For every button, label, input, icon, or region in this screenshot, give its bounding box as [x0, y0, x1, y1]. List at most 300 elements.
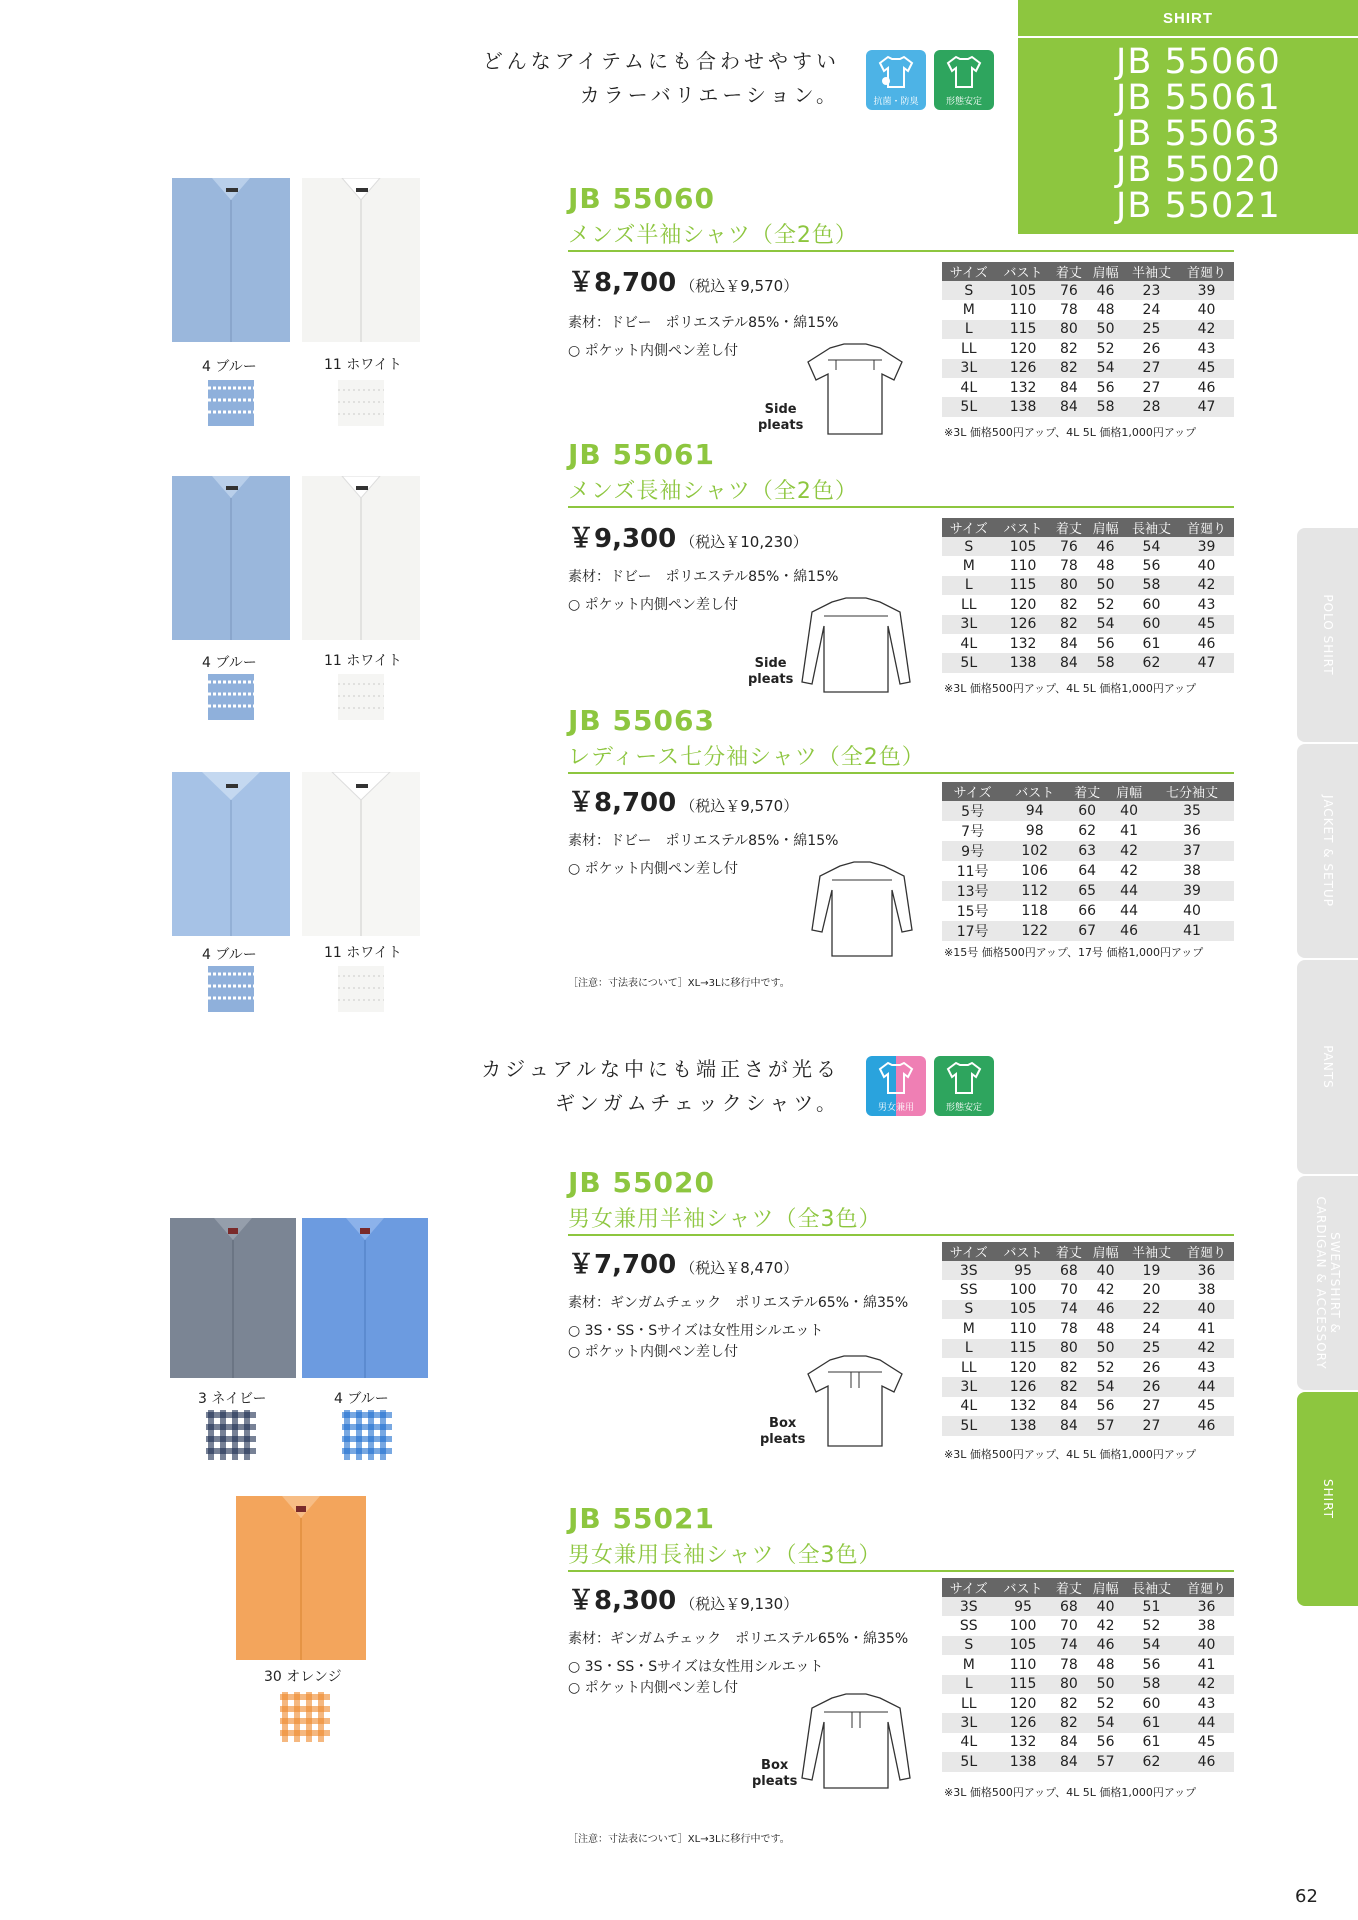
swatch-blue	[208, 674, 254, 720]
table-cell: 138	[996, 653, 1051, 672]
table-cell: 82	[1059, 340, 1078, 357]
table-cell: 39	[1150, 881, 1234, 901]
table-header: 肩幅	[1087, 518, 1124, 537]
color-label: 4 ブルー	[202, 359, 257, 375]
product-name: 男女兼用長袖シャツ（全3色）	[568, 1543, 882, 1568]
table-header: 長袖丈	[1124, 1578, 1179, 1597]
table-cell: 102	[1003, 841, 1066, 861]
table-cell: S	[942, 1636, 996, 1655]
badge-label: 抗菌・防臭	[873, 97, 919, 107]
table-cell: 106	[1021, 863, 1049, 879]
table-cell: 132	[1009, 1734, 1037, 1751]
table-cell: 56	[1096, 1398, 1115, 1415]
table-cell: 115	[996, 320, 1051, 339]
table-cell: 115	[996, 576, 1051, 595]
color-label: 11 ホワイト	[324, 653, 402, 669]
table-cell: 40	[1197, 302, 1216, 319]
product-code: JB 55061	[568, 438, 715, 471]
table-row	[942, 359, 1234, 378]
shape-stable-badge	[934, 1056, 994, 1116]
shirt-icon	[944, 55, 984, 89]
swatch-white	[338, 674, 384, 720]
table-cell: 45	[1197, 1398, 1216, 1415]
table-row	[942, 1713, 1234, 1732]
table-cell: 82	[1051, 1377, 1088, 1396]
product-price	[568, 262, 798, 299]
table-cell: 48	[1096, 302, 1115, 319]
table-cell: 82	[1051, 615, 1088, 634]
table-row	[942, 653, 1234, 672]
table-cell: 19	[1124, 1261, 1179, 1280]
shirt-photo-white	[302, 178, 420, 342]
table-cell: 37	[1150, 841, 1234, 861]
table-header: 肩幅	[1087, 1578, 1124, 1597]
table-cell: 46	[1087, 1300, 1124, 1319]
table-row	[942, 634, 1234, 653]
table-cell: 42	[1179, 320, 1234, 339]
table-cell: 38	[1197, 1282, 1216, 1299]
table-cell: 82	[1059, 1359, 1078, 1376]
table-cell: L	[942, 320, 996, 339]
shirt-photo-blue	[172, 772, 290, 936]
table-row	[942, 576, 1234, 595]
table-cell: 27	[1124, 1416, 1179, 1435]
pleats-line: pleats	[758, 418, 804, 433]
table-cell: 120	[1009, 340, 1037, 357]
table-cell: 42	[1179, 1339, 1234, 1358]
table-cell: 39	[1179, 281, 1234, 300]
table-cell: 43	[1197, 1359, 1216, 1376]
table-cell: 122	[1003, 921, 1066, 941]
table-cell: 100	[1009, 1618, 1037, 1635]
table-header: 首廻り	[1179, 262, 1234, 281]
color-label: 11 ホワイト	[324, 945, 402, 961]
table-cell: 54	[1124, 537, 1179, 556]
product-name: メンズ半袖シャツ（全2色）	[568, 223, 858, 248]
table-cell: 74	[1051, 1636, 1088, 1655]
table-header: 肩幅	[1108, 782, 1150, 801]
table-cell: 118	[1021, 903, 1049, 919]
divider	[568, 772, 1234, 774]
table-cell: 138	[996, 1752, 1051, 1771]
color-label: 30 オレンジ	[264, 1669, 342, 1685]
side-tab-label-line: CARDIGAN & ACCESSORY	[1313, 1196, 1328, 1370]
shape-stable-badge	[934, 50, 994, 110]
header-code: JB 55020	[1116, 150, 1281, 190]
caution-note: ［注意：寸法表について］XL→3Lに移行中です。	[568, 978, 790, 989]
table-row	[942, 1339, 1234, 1358]
product-material: 素材：ドビー ポリエステル85%・綿15%	[568, 833, 839, 849]
product-name: レディース七分袖シャツ（全2色）	[568, 745, 925, 770]
size-table	[942, 1242, 1234, 1436]
table-row	[942, 281, 1234, 300]
side-tab-jacket-setup[interactable]	[1297, 744, 1358, 958]
table-cell: 46	[1197, 379, 1216, 396]
table-cell: 110	[1009, 1656, 1037, 1673]
table-cell: 110	[1009, 1320, 1037, 1337]
swatch-white	[338, 380, 384, 426]
table-row	[942, 1752, 1234, 1771]
size-note: ※3L 価格500円アップ、4L 5L 価格1,000円アップ	[944, 1786, 1197, 1799]
table-cell: 63	[1066, 841, 1108, 861]
table-cell: 38	[1183, 863, 1201, 879]
shirt-photo-blue	[172, 476, 290, 640]
table-cell: 60	[1142, 596, 1161, 613]
table-cell: 5L	[942, 397, 996, 416]
table-row	[942, 320, 1234, 339]
size-table	[942, 782, 1234, 941]
pleats-label	[758, 402, 803, 434]
table-cell: S	[942, 281, 996, 300]
table-cell: 105	[996, 537, 1051, 556]
table-cell: 78	[1059, 302, 1078, 319]
table-header: サイズ	[942, 1242, 996, 1261]
table-cell: 60	[1124, 615, 1179, 634]
table-cell: 57	[1087, 1416, 1124, 1435]
table-cell: 62	[1078, 823, 1097, 839]
table-row	[942, 1655, 1234, 1674]
table-header: バスト	[1003, 782, 1066, 801]
size-table	[942, 1578, 1234, 1772]
size-table	[942, 262, 1234, 417]
table-cell: 23	[1124, 281, 1179, 300]
table-cell: 132	[1009, 1398, 1037, 1415]
table-cell: 15号	[956, 904, 989, 920]
table-cell: 67	[1066, 921, 1108, 941]
table-cell: 76	[1051, 537, 1088, 556]
table-cell: 50	[1087, 320, 1124, 339]
table-cell: 120	[1009, 596, 1037, 613]
table-header: 着丈	[1051, 518, 1088, 537]
table-cell: 61	[1142, 635, 1161, 652]
table-cell: 84	[1059, 1398, 1078, 1415]
table-cell: 56	[1096, 635, 1115, 652]
table-cell: 78	[1059, 1656, 1078, 1673]
product-code: JB 55063	[568, 704, 715, 737]
table-row	[942, 378, 1234, 397]
table-cell: 40	[1087, 1597, 1124, 1616]
table-row	[942, 1597, 1234, 1616]
table-cell: 74	[1051, 1300, 1088, 1319]
product-material: 素材：ギンガムチェック ポリエステル65%・綿35%	[568, 1295, 909, 1311]
table-cell: 84	[1051, 1416, 1088, 1435]
shirt-photo-white	[302, 772, 420, 936]
table-cell: 46	[1087, 281, 1124, 300]
product-material: 素材：ドビー ポリエステル85%・綿15%	[568, 315, 839, 331]
table-cell: L	[942, 1339, 996, 1358]
side-tab-label: JACKET & SETUP	[1320, 794, 1335, 908]
swatch-blue	[208, 966, 254, 1012]
table-header: 肩幅	[1087, 262, 1124, 281]
table-cell: 44	[1108, 881, 1150, 901]
table-row	[942, 1377, 1234, 1396]
shirt-photo-navy	[170, 1218, 296, 1378]
table-cell: 52	[1142, 1618, 1161, 1635]
table-cell: 82	[1059, 596, 1078, 613]
pleats-label	[752, 1758, 797, 1790]
table-cell: 46	[1179, 1752, 1234, 1771]
product-material: 素材：ドビー ポリエステル85%・綿15%	[568, 569, 839, 585]
table-cell: 54	[1124, 1636, 1179, 1655]
table-cell: 54	[1087, 615, 1124, 634]
table-header: 首廻り	[1179, 1242, 1234, 1261]
table-cell: 60	[1142, 1695, 1161, 1712]
table-cell: 80	[1051, 1339, 1088, 1358]
table-cell: SS	[959, 1618, 978, 1635]
shirt-back-drawing	[796, 1692, 916, 1792]
pleats-label	[748, 656, 793, 688]
table-cell: 43	[1197, 340, 1216, 357]
table-cell: 22	[1124, 1300, 1179, 1319]
table-cell: 41	[1197, 1320, 1216, 1337]
side-tab-pants[interactable]	[1297, 960, 1358, 1174]
table-cell: 25	[1124, 320, 1179, 339]
product-feature: ○ ポケット内側ペン差し付	[568, 597, 738, 613]
section1-tagline	[380, 44, 840, 112]
table-cell: 42	[1096, 1282, 1115, 1299]
page-number: 62	[1295, 1886, 1318, 1907]
swatch-blue-gingham	[342, 1410, 392, 1460]
table-cell: 126	[996, 1377, 1051, 1396]
table-cell: 56	[1096, 379, 1115, 396]
table-cell: 20	[1142, 1282, 1161, 1299]
table-cell: 54	[1087, 1713, 1124, 1732]
table-cell: 138	[996, 1416, 1051, 1435]
header-code-list	[1018, 38, 1358, 234]
table-cell: 54	[1087, 359, 1124, 378]
table-cell: 36	[1183, 823, 1201, 839]
table-cell: 4L	[960, 1734, 978, 1751]
side-tab-label	[1314, 1196, 1342, 1369]
product-feature: ○ ポケット内側ペン差し付	[568, 861, 738, 877]
table-cell: 98	[1025, 823, 1044, 839]
table-cell: 132	[1009, 635, 1037, 652]
product-feature: ○ 3S・SS・Sサイズは女性用シルエット	[568, 1659, 824, 1675]
table-cell: 42	[1120, 863, 1138, 879]
table-cell: 51	[1124, 1597, 1179, 1616]
table-cell: SS	[959, 1282, 978, 1299]
table-cell: 82	[1051, 359, 1088, 378]
table-cell: 44	[1120, 903, 1138, 919]
table-cell: 58	[1087, 397, 1124, 416]
table-row	[942, 339, 1234, 358]
product-code: JB 55060	[568, 182, 715, 215]
table-cell: LL	[960, 340, 977, 357]
table-cell: 84	[1059, 1734, 1078, 1751]
table-cell: 84	[1051, 1752, 1088, 1771]
price-tax: （税込￥8,470）	[680, 1259, 799, 1277]
size-table	[942, 518, 1234, 673]
table-cell: 105	[996, 1636, 1051, 1655]
shirt-back-drawing	[800, 340, 910, 440]
table-cell: 110	[1009, 558, 1037, 575]
pleats-label	[760, 1416, 805, 1448]
size-note: ※3L 価格500円アップ、4L 5L 価格1,000円アップ	[944, 1448, 1197, 1461]
table-cell: 126	[996, 359, 1051, 378]
table-row	[942, 901, 1234, 921]
table-header: サイズ	[942, 1578, 996, 1597]
table-cell: 42	[1096, 1618, 1115, 1635]
table-cell: 39	[1179, 537, 1234, 556]
table-cell: 56	[1096, 1734, 1115, 1751]
table-cell: 47	[1179, 653, 1234, 672]
table-cell: 70	[1059, 1618, 1078, 1635]
table-cell: 50	[1087, 1675, 1124, 1694]
table-row	[942, 1675, 1234, 1694]
side-tab-shirt[interactable]	[1297, 1392, 1358, 1606]
table-cell: 138	[996, 397, 1051, 416]
badge-label: 男女兼用	[877, 1103, 914, 1113]
shirt-photo-blue	[172, 178, 290, 342]
product-code: JB 55021	[568, 1502, 715, 1535]
table-row	[942, 537, 1234, 556]
table-row	[942, 1694, 1234, 1713]
table-cell: S	[942, 537, 996, 556]
table-cell: 112	[1003, 881, 1066, 901]
table-cell: 5L	[942, 1752, 996, 1771]
price-value: ￥8,300	[568, 1586, 677, 1616]
pleats-line: Box	[769, 1416, 797, 1431]
product-price	[568, 518, 808, 555]
table-cell: M	[962, 302, 975, 319]
side-tab-sweatshirt-cardigan-accessory[interactable]	[1297, 1176, 1358, 1390]
table-cell: 66	[1078, 903, 1097, 919]
swatch-orange-gingham	[280, 1692, 330, 1742]
table-cell: 95	[996, 1261, 1051, 1280]
table-row	[942, 1636, 1234, 1655]
table-cell: 50	[1087, 1339, 1124, 1358]
table-cell: 44	[1179, 1713, 1234, 1732]
table-cell: 9号	[942, 841, 1003, 861]
tagline-line: どんなアイテムにも合わせやすい	[482, 49, 840, 73]
table-cell: 27	[1142, 1398, 1161, 1415]
table-cell: 105	[996, 281, 1051, 300]
side-tab-label: SHIRT	[1320, 1479, 1335, 1519]
pleats-line: Side	[764, 402, 797, 417]
shirt-back-drawing	[800, 1352, 910, 1452]
pleats-line: Side	[754, 656, 787, 671]
table-cell: 4L	[960, 379, 978, 396]
table-cell: 40	[1087, 1261, 1124, 1280]
table-header: 着丈	[1051, 262, 1088, 281]
table-cell: 3L	[942, 1377, 996, 1396]
table-cell: 48	[1096, 1320, 1115, 1337]
table-cell: 120	[1009, 1695, 1037, 1712]
table-cell: 76	[1051, 281, 1088, 300]
shirt-icon	[876, 55, 916, 89]
table-row	[942, 615, 1234, 634]
table-cell: 115	[996, 1675, 1051, 1694]
table-row	[942, 821, 1234, 841]
table-cell: 126	[996, 1713, 1051, 1732]
table-header: 七分袖丈	[1150, 782, 1234, 801]
table-cell: 11号	[956, 864, 989, 880]
table-header: 着丈	[1066, 782, 1108, 801]
table-row	[942, 1616, 1234, 1635]
table-cell: 78	[1059, 558, 1078, 575]
table-cell: L	[942, 1675, 996, 1694]
table-header: サイズ	[942, 782, 1003, 801]
color-label: 3 ネイビー	[198, 1391, 267, 1407]
swatch-navy-gingham	[206, 1410, 256, 1460]
table-header: 首廻り	[1179, 518, 1234, 537]
product-name: 男女兼用半袖シャツ（全3色）	[568, 1207, 882, 1232]
header-code: JB 55061	[1116, 78, 1281, 118]
table-row	[942, 841, 1234, 861]
shirt-icon	[876, 1061, 916, 1095]
table-row	[942, 861, 1234, 881]
product-price	[568, 782, 798, 819]
table-cell: 3L	[942, 615, 996, 634]
table-cell: 82	[1059, 1695, 1078, 1712]
table-row	[942, 801, 1234, 821]
table-cell: 46	[1087, 537, 1124, 556]
table-header: 着丈	[1051, 1242, 1088, 1261]
table-cell: LL	[960, 1359, 977, 1376]
table-cell: M	[962, 1320, 975, 1337]
table-cell: 41	[1197, 1656, 1216, 1673]
table-cell: 80	[1051, 320, 1088, 339]
table-cell: 36	[1179, 1597, 1234, 1616]
table-cell: 38	[1197, 1618, 1216, 1635]
divider	[568, 250, 1234, 252]
table-cell: S	[942, 1300, 996, 1319]
caution-note: ［注意：寸法表について］XL→3Lに移行中です。	[568, 1834, 790, 1845]
table-cell: 4L	[960, 635, 978, 652]
table-cell: 35	[1150, 801, 1234, 821]
table-row	[942, 1300, 1234, 1319]
table-cell: 36	[1179, 1261, 1234, 1280]
table-cell: 13号	[942, 881, 1003, 901]
table-row	[942, 881, 1234, 901]
table-header: バスト	[996, 1578, 1051, 1597]
table-cell: 58	[1124, 1675, 1179, 1694]
table-row	[942, 1416, 1234, 1435]
tagline-line: カジュアルな中にも端正さが光る	[481, 1057, 840, 1081]
category-tab[interactable]: SHIRT	[1018, 0, 1358, 36]
table-cell: 132	[1009, 379, 1037, 396]
product-feature: ○ ポケット内側ペン差し付	[568, 1344, 738, 1360]
table-cell: 5L	[942, 1416, 996, 1435]
table-cell: 78	[1059, 1320, 1078, 1337]
swatch-blue	[208, 380, 254, 426]
table-row	[942, 595, 1234, 614]
shirt-photo-orange	[236, 1496, 366, 1660]
table-row	[942, 1733, 1234, 1752]
product-code: JB 55020	[568, 1166, 715, 1199]
table-cell: 100	[1009, 1282, 1037, 1299]
side-tab-label: POLO SHIRT	[1320, 594, 1335, 676]
table-header: 首廻り	[1179, 1578, 1234, 1597]
table-cell: 3L	[942, 359, 996, 378]
table-row	[942, 1397, 1234, 1416]
table-cell: 7号	[961, 824, 985, 840]
table-cell: 84	[1059, 379, 1078, 396]
color-label: 4 ブルー	[202, 655, 257, 671]
table-cell: 68	[1051, 1261, 1088, 1280]
table-cell: 84	[1051, 397, 1088, 416]
price-value: ￥7,700	[568, 1250, 677, 1280]
side-tab-polo-shirt[interactable]	[1297, 528, 1358, 742]
table-cell: 70	[1059, 1282, 1078, 1299]
table-cell: 58	[1087, 653, 1124, 672]
divider	[568, 1570, 1234, 1572]
table-cell: M	[962, 1656, 975, 1673]
shirt-back-drawing	[796, 596, 916, 696]
color-label: 4 ブルー	[334, 1391, 389, 1407]
table-cell: 48	[1096, 558, 1115, 575]
section2-tagline	[380, 1052, 840, 1120]
